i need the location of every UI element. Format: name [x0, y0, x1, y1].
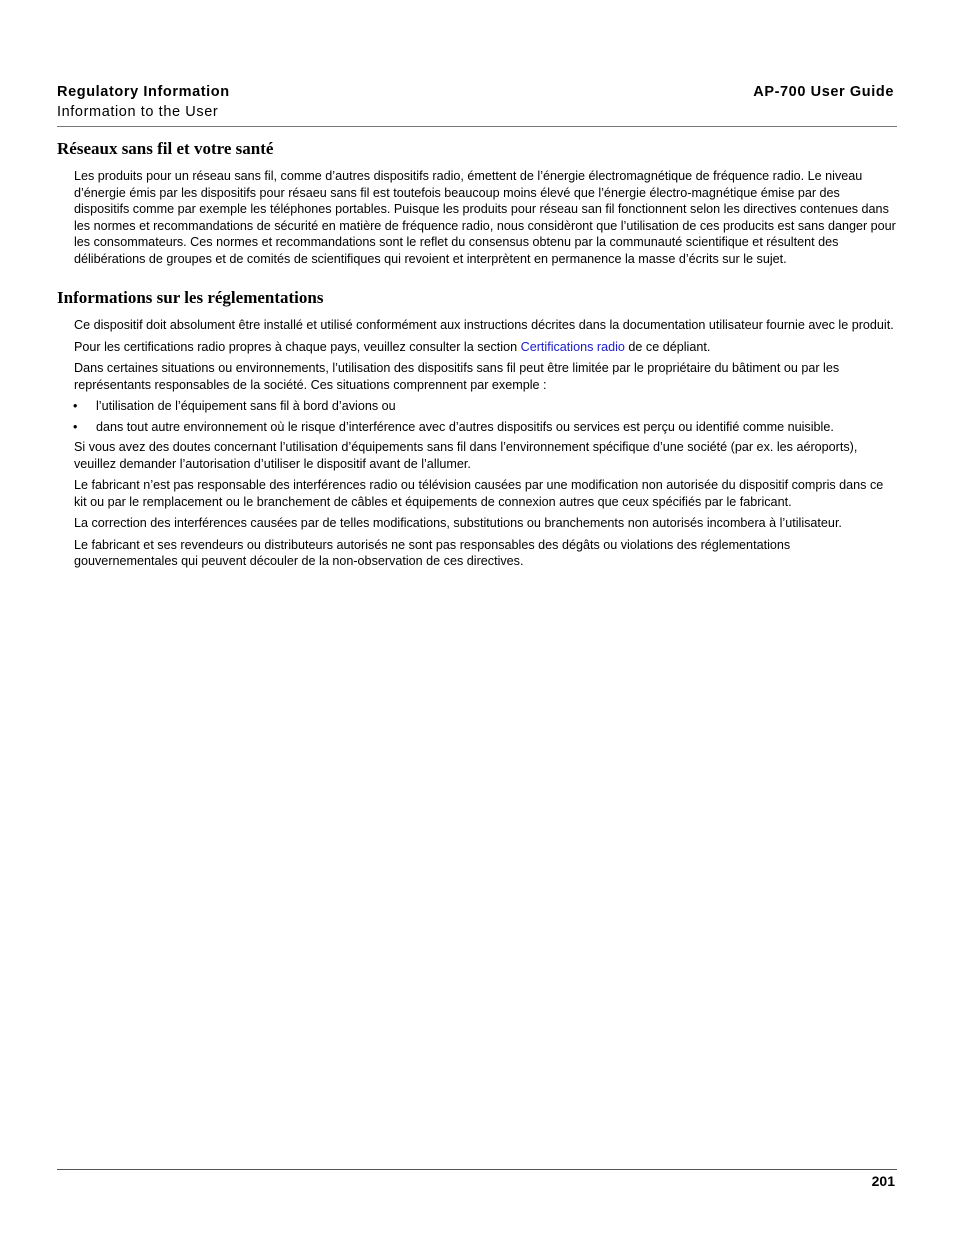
- paragraph-health: Les produits pour un réseau sans fil, comme d’autres dispositifs radio, émettent de l’énergie électromagnétique de fréquence radio. Le niveau d’énergie émis par les dispositifs pour résaeu sans fil est toutefois beaucoup moins élevé que l’énergie électro-magnétique émise par des dispositifs comme par exemple les téléphones portables. Puisque les produits pour réseau san fil fonctionnent selon les directives contenues dans les normes et recommandations de sécurité en matière de fréquence radio, nous considèront que l’utilisation de ces producits est sans danger pour les consommateurs. Ces normes et recommandations sont le reflet du consensus obtenu par la communauté scientifique et résultent des délibérations de groupes et de comités de scientifiques qui revoient et interprètent en permanence la masse d’écrits sur le sujet.: [74, 169, 896, 266]
- footer-divider: [57, 1169, 897, 1170]
- certifications-text-before: Pour les certifications radio propres à chaque pays, veuillez consulter la section: [74, 339, 521, 354]
- page-number: 201: [871, 1173, 895, 1189]
- list-item: [57, 398, 897, 415]
- paragraph-restrictions: Dans certaines situations ou environnements, l’utilisation des dispositifs sans fil peut être limitée par le propriétaire du bâtiment ou par les représentants responsables de la société. Ces situations comprennent par exemple :: [74, 361, 840, 392]
- certifications-text-after: de ce dépliant.: [624, 339, 711, 354]
- certifications-radio-link[interactable]: Certifications radio: [520, 339, 625, 354]
- paragraph-correction: La correction des interférences causées par de telles modifications, substitutions ou branchements non autorisés incombera à l’utilisateur.: [74, 516, 842, 530]
- paragraph-installation: Ce dispositif doit absolument être installé et utilisé conformément aux instructions décrites dans la documentation utilisateur fournie avec le produit.: [74, 318, 894, 332]
- section-subtitle: Information to the User: [57, 104, 219, 120]
- restriction-list: [57, 398, 897, 435]
- header-divider: [57, 126, 897, 127]
- list-item: [57, 419, 897, 436]
- heading-regulations: Informations sur les réglementations: [57, 288, 324, 307]
- paragraph-manufacturer-liability: Le fabricant n’est pas responsable des interférences radio ou télévision causées par une modification non autorisée du dispositif compris dans ce kit ou par le remplacement ou le branchement de câbles et équipements de connexion autres que ceux spécifiés par le fabricant.: [74, 478, 884, 509]
- heading-health: Réseaux sans fil et votre santé: [57, 139, 274, 158]
- bullet-icon: •: [73, 419, 78, 434]
- list-item-text: l’utilisation de l’équipement sans fil à bord d’avions ou: [96, 399, 396, 413]
- page-content: [57, 138, 897, 575]
- guide-title: AP-700 User Guide: [753, 84, 894, 100]
- bullet-icon: •: [73, 399, 78, 413]
- paragraph-certifications: [74, 339, 897, 356]
- paragraph-doubts: Si vous avez des doutes concernant l’utilisation d’équipements sans fil dans l’environnement spécifique d’une société (par ex. les aéroports), veuillez demander l’autorisation d’utiliser le dispositif avant de l’allumer.: [74, 440, 858, 471]
- paragraph-distributors: Le fabricant et ses revendeurs ou distributeurs autorisés ne sont pas responsables des dégâts ou violations des réglementations gouvernementales qui peuvent découler de la non-observation de ces directives.: [74, 537, 791, 568]
- chapter-title: Regulatory Information: [57, 84, 230, 100]
- list-item-text: dans tout autre environnement où le risque d’interférence avec d’autres dispositifs ou services est perçu ou identifié comme nuisible.: [96, 419, 834, 434]
